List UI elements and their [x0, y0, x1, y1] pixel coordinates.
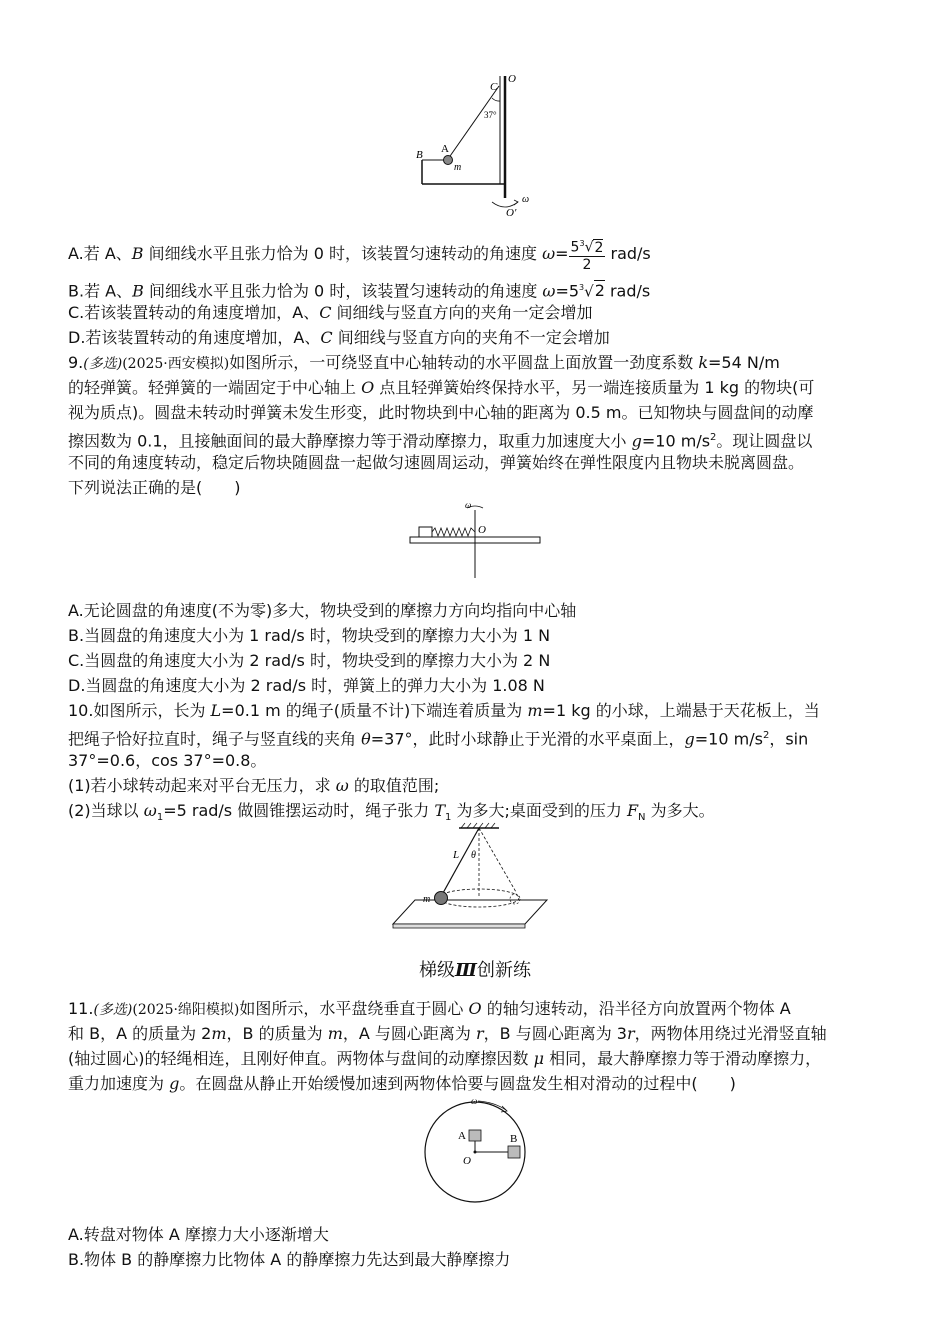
q9-spring — [432, 528, 475, 536]
q9-figure — [405, 500, 545, 580]
q11-figure — [420, 1094, 530, 1206]
q9-stem-line1: 9.(多选)(2025·西安模拟)如图所示，一可绕竖直中心轴转动的水平圆盘上面放置一劲度系数 k=54 N/m — [68, 353, 780, 372]
q10-part2: (2)当球以 $\omega_1=5$ rad/s 做圆锥摆运动时，绳子张力 $T_1$ 为多大;桌面受到的压力 $F_N$ 为多大。 — [68, 801, 715, 824]
q11-stem-line1: 11.(多选)(2025·绵阳模拟)如图所示，水平盘绕垂直于圆心 O 的轴匀速转动，沿半径方向放置两个物体 A — [68, 999, 791, 1018]
q10-stem-line3: 37°=0.6，cos 37°=0.8。 — [68, 751, 267, 770]
q8-label-O-prime: O′ — [506, 207, 517, 219]
q11-label-omega: ω — [471, 1096, 478, 1106]
q10-label-theta: θ — [471, 850, 476, 861]
q8-option-a-fraction: $\frac{5^3√2}{2}$ — [569, 236, 606, 273]
q11-option-b: B.物体 B 的静摩擦力比物体 A 的静摩擦力先达到最大静摩擦力 — [68, 1250, 511, 1269]
q8-label-O: O — [508, 73, 516, 85]
q9-option-b: B.当圆盘的角速度大小为 1 rad/s 时，物块受到的摩擦力大小为 1 N — [68, 626, 551, 645]
q8-option-d: D.若该装置转动的角速度增加，A、C 间细线与竖直方向的夹角不一定会增加 — [68, 328, 610, 347]
q9-option-c: C.当圆盘的角速度大小为 2 rad/s 时，物块受到的摩擦力大小为 2 N — [68, 651, 551, 670]
q9-stem-line4: 擦因数为 0.1，且接触面间的最大静摩擦力等于滑动摩擦力，取重力加速度大小 g=10 $m/s^2$。现让圆盘以 — [68, 431, 813, 451]
q11-stem-line3: (轴过圆心)的轻绳相连，且刚好伸直。两物体与盘间的动摩擦因数 μ 相同，最大静摩擦力等于滑动摩擦力， — [68, 1049, 822, 1068]
q11-label-B: B — [510, 1133, 518, 1145]
q8-angle-arc — [492, 98, 500, 101]
q10-table-edge — [393, 924, 525, 928]
q8-option-c: C.若该装置转动的角速度增加，A、C 间细线与竖直方向的夹角一定会增加 — [68, 303, 593, 322]
q10-label-L: L — [453, 849, 460, 861]
q11-label-O: O — [463, 1155, 471, 1167]
q10-stem-line1: 10.如图所示，长为 L=0.1 m 的绳子(质量不计)下端连着质量为 m=1 kg 的小球，上端悬于天花板上，当 — [68, 701, 820, 720]
q8-label-m: m — [454, 162, 462, 173]
q11-option-a: A.转盘对物体 A 摩擦力大小逐渐增大 — [68, 1225, 329, 1244]
q11-label-A: A — [458, 1130, 466, 1142]
q8-figure — [410, 72, 540, 220]
q9-stem-line2: 的轻弹簧。轻弹簧的一端固定于中心轴上 O 点且轻弹簧始终保持水平，另一端连接质量为 1 kg 的物块(可 — [68, 378, 815, 397]
q9-stem-line5: 不同的角速度转动，稳定后物块随圆盘一起做匀速圆周运动，弹簧始终在弹性限度内且物块未脱离圆盘。 — [68, 453, 805, 472]
q10-label-m: m — [423, 894, 431, 905]
q8-ball-A — [444, 156, 453, 165]
q9-label-omega: ω — [465, 500, 472, 510]
q9-option-d: D.当圆盘的角速度大小为 2 rad/s 时，弹簧上的弹力大小为 1.08 N — [68, 676, 545, 695]
q9-block — [419, 527, 432, 537]
q11-center-point — [474, 1151, 477, 1154]
q10-stem-line2: 把绳子恰好拉直时，绳子与竖直线的夹角 θ=37°，此时小球静止于光滑的水平桌面上，g=10 $m/s^2$，sin — [68, 729, 809, 749]
section-title: 梯级Ⅲ创新练 — [419, 960, 531, 981]
q10-part1: (1)若小球转动起来对平台无压力，求 ω 的取值范围; — [68, 776, 440, 795]
q8-label-omega: ω — [522, 194, 530, 205]
q9-stem-line3: 视为质点)。圆盘未转动时弹簧未发生形变，此时物块到中心轴的距离为 0.5 m。已知物块与圆盘间的动摩 — [68, 403, 814, 422]
q9-label-O: O — [478, 524, 486, 536]
q9-option-a: A.无论圆盘的角速度(不为零)多大，物块受到的摩擦力方向均指向中心轴 — [68, 601, 577, 620]
q10-table-top — [393, 900, 547, 924]
q10-cone-dashed — [479, 828, 516, 892]
q10-ball — [435, 892, 448, 905]
q8-label-C: C — [490, 81, 498, 93]
q8-option-a: A.若 A、B 间细线水平且张力恰为 0 时，该装置匀速转动的角速度 ω= $\frac{5^3√2}{2}$ rad/s — [68, 236, 888, 273]
q8-label-angle: 37° — [484, 110, 497, 120]
q8-label-B: B — [416, 149, 423, 161]
q8-rotation-arrowhead — [514, 200, 518, 205]
q11-block-A — [469, 1130, 481, 1141]
q8-thread-AC — [448, 86, 499, 159]
q11-stem-line4: 重力加速度为 g。在圆盘从静止开始缓慢加速到两物体恰要与圆盘发生相对滑动的过程中( ) — [68, 1074, 736, 1093]
q8-option-b: B.若 A、B 间细线水平且张力恰为 0 时，该装置匀速转动的角速度 $\omega=5^3√2$ rad/s — [68, 281, 651, 301]
q9-stem-line6: 下列说法正确的是( ) — [68, 478, 241, 497]
q10-figure — [385, 822, 555, 930]
q8-label-A: A — [441, 143, 449, 155]
q11-stem-line2: 和 B，A 的质量为 2m，B 的质量为 m，A 与圆心距离为 r，B 与圆心距离为 3r，两物体用绕过光滑竖直轴 — [68, 1024, 827, 1043]
q11-block-B — [508, 1146, 520, 1158]
